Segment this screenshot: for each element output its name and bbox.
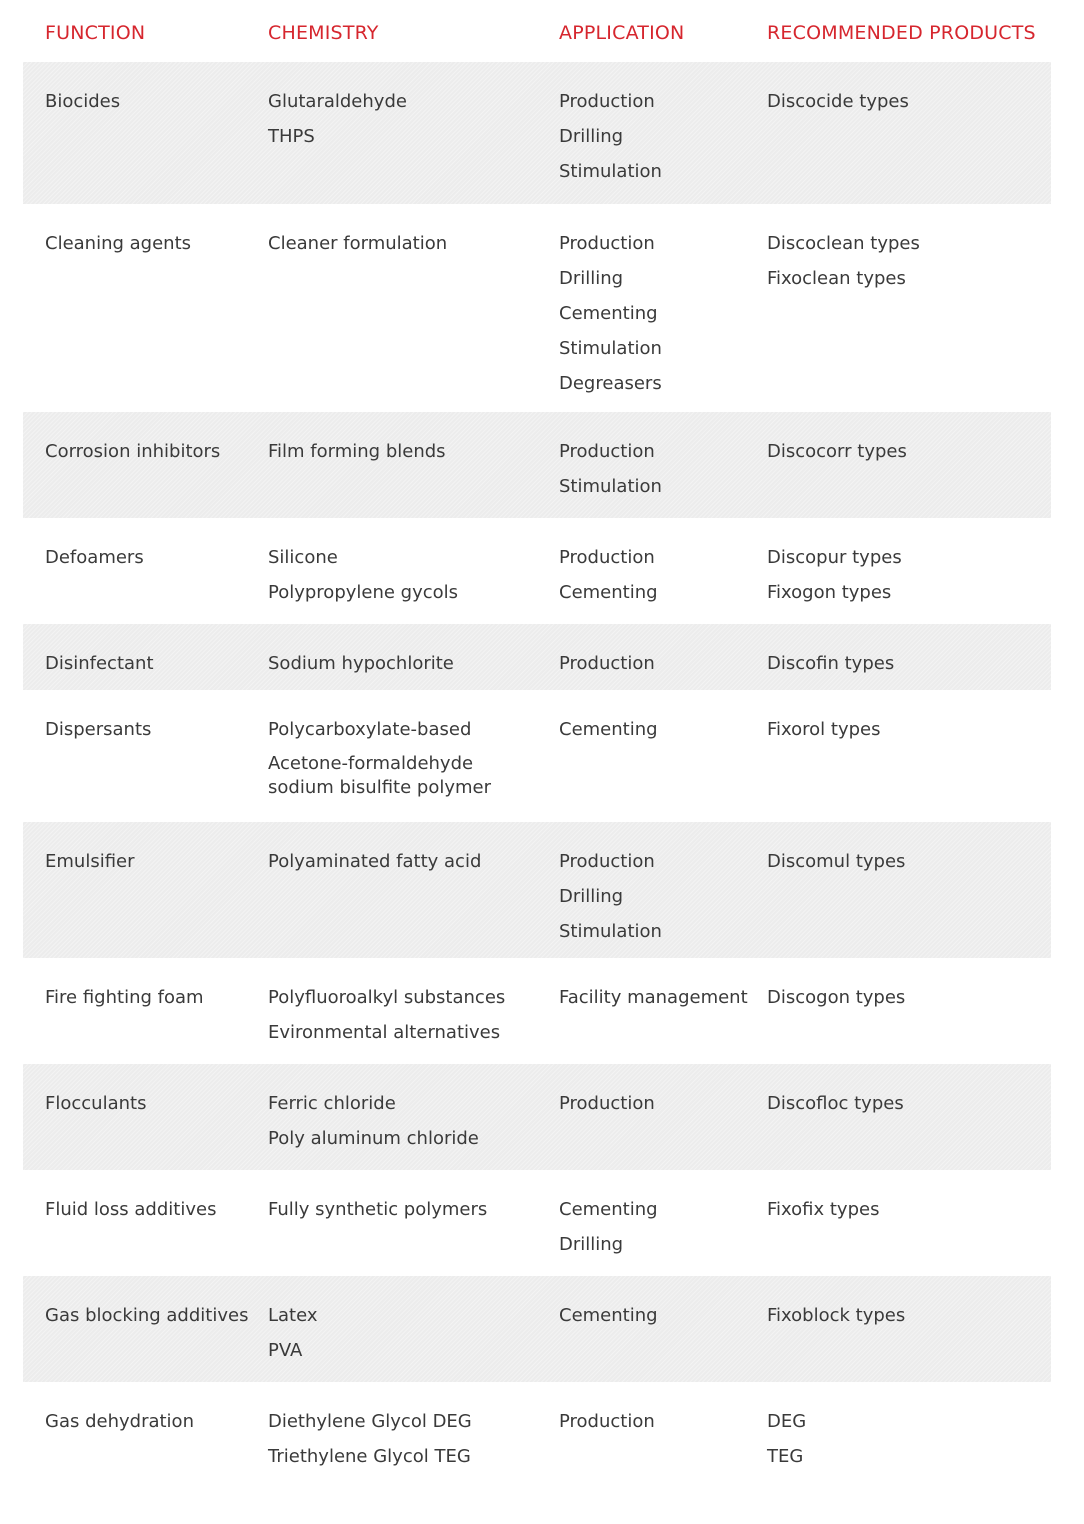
- cell-line: Production: [559, 233, 655, 254]
- cell-line: Drilling: [559, 268, 624, 289]
- function-cell: [45, 712, 151, 747]
- cell-line: Glutaraldehyde: [268, 91, 407, 112]
- cell-line: Stimulation: [559, 338, 662, 359]
- cell-line: Discofloc types: [767, 1093, 904, 1114]
- cell-line: Fire fighting foam: [45, 987, 204, 1008]
- cell-line: Discocide types: [767, 91, 909, 112]
- products-cell: [767, 1086, 904, 1121]
- cell-line: Fixogon types: [767, 582, 892, 603]
- cell-line: Discopur types: [767, 547, 902, 568]
- cell-line: Polypropylene gycols: [268, 582, 459, 603]
- application-cell: [559, 980, 748, 1015]
- cell-line: Cementing: [559, 1199, 658, 1220]
- application-cell: [559, 1192, 658, 1262]
- cell-line: Flocculants: [45, 1093, 147, 1114]
- products-cell: [767, 226, 920, 296]
- function-cell: [45, 540, 144, 575]
- application-cell: [559, 226, 662, 401]
- header-recommended-products: RECOMMENDED PRODUCTS: [767, 22, 1036, 44]
- cell-line: Production: [559, 851, 655, 872]
- cell-line: Film forming blends: [268, 441, 446, 462]
- cell-line: Fixoclean types: [767, 268, 906, 289]
- cell-line: Discomul types: [767, 851, 906, 872]
- cell-line: Fixorol types: [767, 719, 881, 740]
- chemistry-cell: [268, 712, 491, 806]
- table-row: [23, 1382, 1051, 1502]
- table-row: [23, 1064, 1051, 1170]
- chemistry-cell: [268, 980, 505, 1050]
- cell-line: Discoclean types: [767, 233, 920, 254]
- chemistry-cell: [268, 540, 458, 610]
- chemistry-cell: [268, 1298, 318, 1368]
- application-cell: [559, 1404, 655, 1439]
- cell-line: Gas blocking additives: [45, 1305, 249, 1326]
- cell-line: Stimulation: [559, 161, 662, 182]
- function-cell: [45, 434, 220, 469]
- cell-line: Drilling: [559, 126, 624, 147]
- application-cell: [559, 1086, 655, 1121]
- cell-line: Dispersants: [45, 719, 152, 740]
- cell-line: Polyfluoroalkyl substances: [268, 987, 506, 1008]
- cell-line: Biocides: [45, 91, 121, 112]
- cell-line: Fixoblock types: [767, 1305, 906, 1326]
- function-cell: [45, 1192, 216, 1227]
- cell-line: Stimulation: [559, 921, 662, 942]
- cell-line: Poly aluminum chloride: [268, 1128, 479, 1149]
- cell-line: Cementing: [559, 719, 658, 740]
- cell-line: Production: [559, 1411, 655, 1432]
- chemistry-cell: [268, 434, 446, 469]
- cell-line: Cementing: [559, 303, 658, 324]
- cell-line: Drilling: [559, 1234, 624, 1255]
- chemistry-cell: [268, 844, 481, 879]
- table-row: [23, 518, 1051, 624]
- cell-line: Acetone-formaldehyde sodium bisulfite polymer: [268, 753, 491, 798]
- products-cell: [767, 1298, 905, 1333]
- chemistry-cell: [268, 1404, 472, 1474]
- cell-line: TEG: [767, 1446, 804, 1467]
- header-chemistry: CHEMISTRY: [268, 22, 379, 44]
- cell-line: Polycarboxylate-based: [268, 719, 472, 740]
- products-cell: [767, 1192, 879, 1227]
- table-row: [23, 1170, 1051, 1276]
- products-cell: [767, 646, 894, 681]
- chemistry-cell: [268, 1086, 479, 1156]
- function-cell: [45, 84, 120, 119]
- cell-line: Diethylene Glycol DEG: [268, 1411, 472, 1432]
- cell-line: Fluid loss additives: [45, 1199, 217, 1220]
- cell-line: Polyaminated fatty acid: [268, 851, 482, 872]
- cell-line: DEG: [767, 1411, 807, 1432]
- application-cell: [559, 84, 662, 189]
- function-cell: [45, 226, 191, 261]
- cell-line: Disinfectant: [45, 653, 154, 674]
- chemistry-cell: [268, 84, 407, 154]
- cell-line: Latex: [268, 1305, 318, 1326]
- application-cell: [559, 646, 655, 681]
- cell-line: Cementing: [559, 1305, 658, 1326]
- cell-line: Production: [559, 441, 655, 462]
- cell-line: Corrosion inhibitors: [45, 441, 221, 462]
- header-function: FUNCTION: [45, 22, 146, 44]
- cell-line: Cleaning agents: [45, 233, 192, 254]
- cell-line: Sodium hypochlorite: [268, 653, 454, 674]
- chemistry-cell: [268, 1192, 487, 1227]
- cell-line: PVA: [268, 1340, 303, 1361]
- products-cell: [767, 1404, 806, 1474]
- cell-line: Stimulation: [559, 476, 662, 497]
- cell-line: Gas dehydration: [45, 1411, 194, 1432]
- products-cell: [767, 712, 880, 747]
- cell-line: Evironmental alternatives: [268, 1022, 501, 1043]
- products-cell: [767, 84, 909, 119]
- cell-line: Production: [559, 547, 655, 568]
- table-row: [23, 204, 1051, 412]
- products-table: [23, 62, 1051, 1502]
- application-cell: [559, 844, 662, 949]
- function-cell: [45, 844, 135, 879]
- table-row: [23, 62, 1051, 204]
- cell-line: Drilling: [559, 886, 624, 907]
- cell-line: Discocorr types: [767, 441, 907, 462]
- cell-line: THPS: [268, 126, 315, 147]
- function-cell: [45, 1404, 194, 1439]
- header-application: APPLICATION: [559, 22, 685, 44]
- cell-line: Fully synthetic polymers: [268, 1199, 488, 1220]
- table-row: [23, 958, 1051, 1064]
- cell-line: Facility management: [559, 987, 748, 1008]
- cell-line: Silicone: [268, 547, 338, 568]
- table-row: [23, 690, 1051, 822]
- products-cell: [767, 980, 905, 1015]
- table-header: [0, 22, 1084, 52]
- function-cell: [45, 1086, 146, 1121]
- table-row: [23, 412, 1051, 518]
- cell-line: Discogon types: [767, 987, 906, 1008]
- cell-line: Degreasers: [559, 373, 662, 394]
- application-cell: [559, 540, 658, 610]
- table-row: [23, 822, 1051, 958]
- cell-line: Production: [559, 1093, 655, 1114]
- cell-line: Production: [559, 653, 655, 674]
- cell-line: Cementing: [559, 582, 658, 603]
- chemistry-cell: [268, 646, 454, 681]
- application-cell: [559, 434, 662, 504]
- products-cell: [767, 434, 907, 469]
- products-cell: [767, 540, 902, 610]
- application-cell: [559, 1298, 658, 1333]
- table-row: [23, 1276, 1051, 1382]
- cell-line: Cleaner formulation: [268, 233, 448, 254]
- cell-line: Ferric chloride: [268, 1093, 396, 1114]
- function-cell: [45, 980, 204, 1015]
- products-cell: [767, 844, 905, 879]
- application-cell: [559, 712, 658, 747]
- cell-line: Triethylene Glycol TEG: [268, 1446, 471, 1467]
- function-cell: [45, 646, 154, 681]
- function-cell: [45, 1298, 248, 1333]
- cell-line: Emulsifier: [45, 851, 135, 872]
- cell-line: Discofin types: [767, 653, 895, 674]
- chemistry-cell: [268, 226, 447, 261]
- cell-line: Fixofix types: [767, 1199, 880, 1220]
- cell-line: Production: [559, 91, 655, 112]
- table-row: [23, 624, 1051, 690]
- cell-line: Defoamers: [45, 547, 144, 568]
